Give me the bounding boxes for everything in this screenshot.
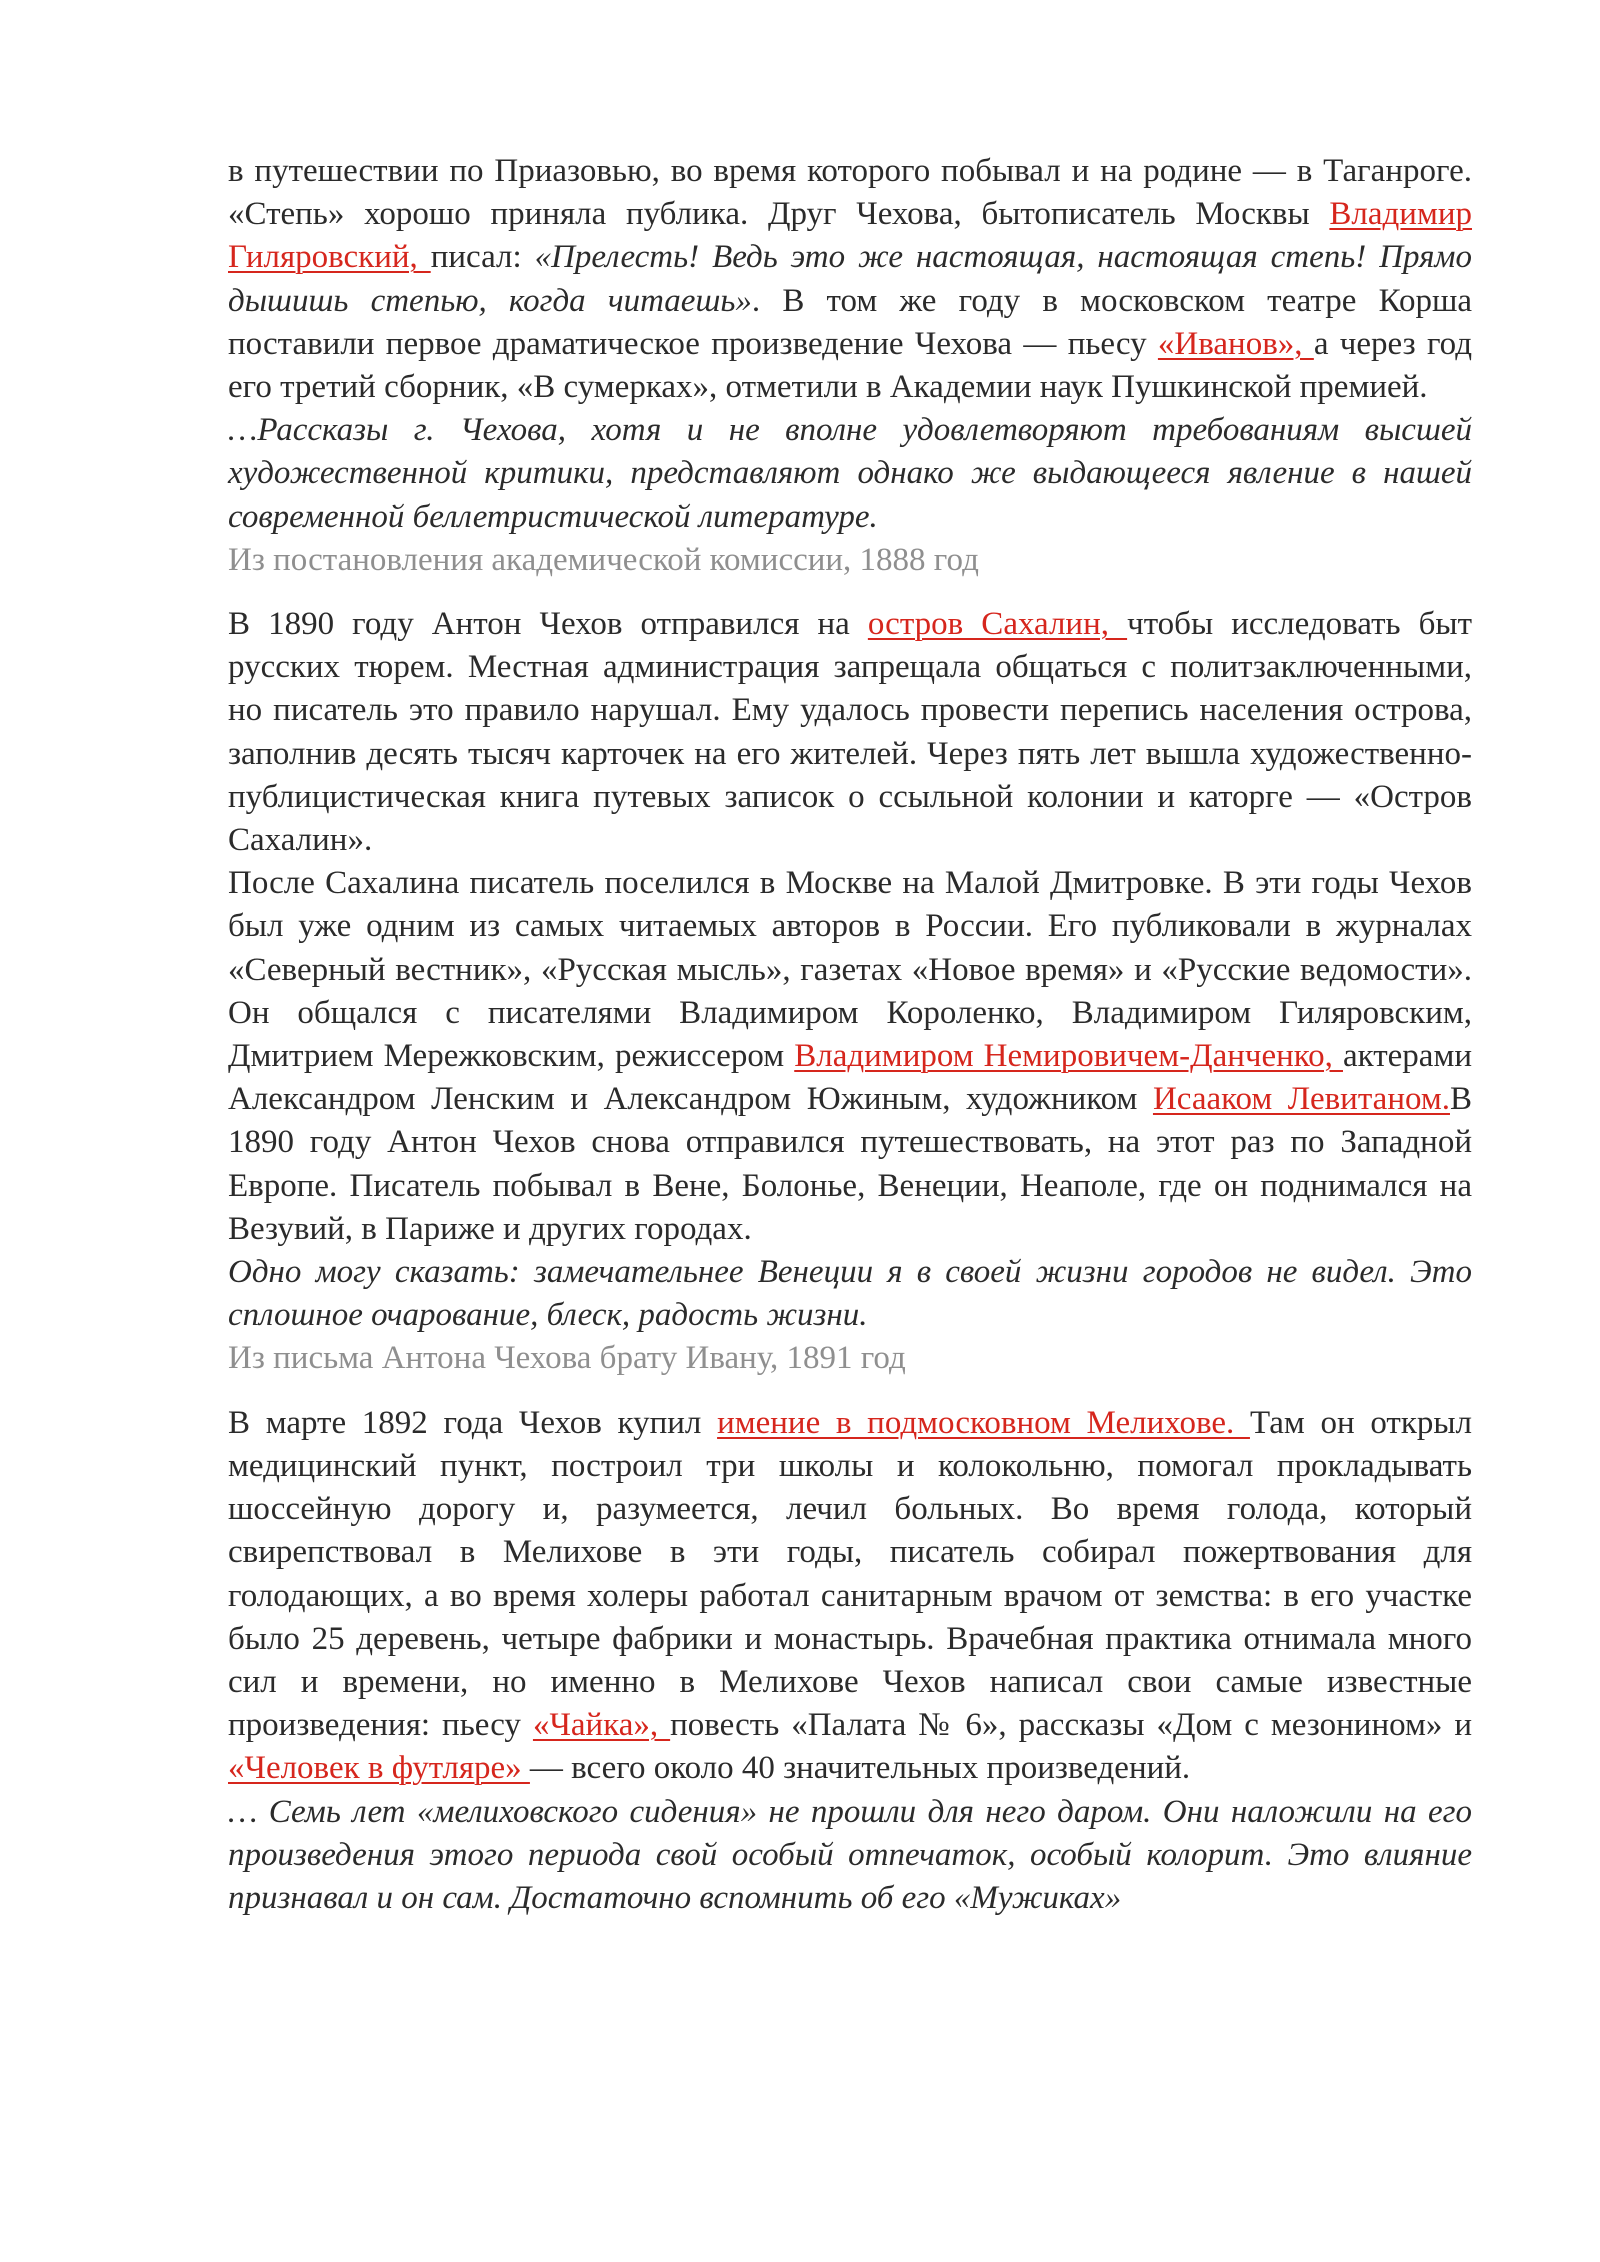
text-segment: чтобы исследовать быт русских тюрем. Местная администрация запрещала общаться с политзаключенными, но писатель это правило нарушал. Ему удалось провести перепись населения острова, заполнив десять тысяч карточек на его жителей. Через пять лет вышла художественно-публицистическая книга путевых записок о ссыльной колонии и каторге — «Остров Сахалин». <box>228 606 1473 859</box>
text-segment: — всего около 40 значительных произведений. <box>529 1750 1191 1787</box>
text-segment: В марте 1892 года Чехов купил <box>228 1404 718 1441</box>
text-segment: в путешествии по Приазовью, во время которого побывал и на родине — в Таганроге. «Степь» хорошо приняла публика. Друг Чехова, бытописатель Москвы <box>228 153 1472 233</box>
text-segment: Там он открыл медицинский пункт, построил три школы и колокольню, помогал прокладывать шоссейную дорогу и, разумеется, лечил больных. Во время голода, который свирепствовал в Мелихове в эти годы, писатель собирал пожертвования для голодающих, а во время холеры работал санитарным врачом от земства: в его участке было 25 деревень, четыре фабрики и монастырь. Врачебная практика отнимала много сил и времени, но именно в Мелихове Чехов написал свои самые известные произведения: пьесу <box>228 1404 1472 1744</box>
paragraph-melikhovo <box>228 1402 1472 1791</box>
paragraph-sakhalin <box>228 603 1472 862</box>
quote-academic-commission: …Рассказы г. Чехова, хотя и не вполне удовлетворяют требованиям высшей художественной критики, представляют однако же выдающееся явление в нашей современной беллетристической литературе. <box>228 412 1472 535</box>
quote-source-letter: Из письма Антона Чехова брату Ивану, 1891 год <box>228 1340 906 1377</box>
chayka-link[interactable]: «Чайка», <box>532 1707 671 1744</box>
quote-source-commission: Из постановления академической комиссии, 1888 год <box>228 541 979 578</box>
sakhalin-link[interactable]: остров Сахалин, <box>867 606 1128 643</box>
nemirovich-danchenko-link[interactable]: Владимиром Немировичем-Данченко, <box>794 1038 1343 1075</box>
text-segment: повесть «Палата № 6», рассказы «Дом с мезонином» и <box>670 1707 1473 1744</box>
paragraph-moscow <box>228 862 1472 1251</box>
ivanov-link[interactable]: «Иванов», <box>1157 325 1314 362</box>
melikhovo-link[interactable]: имение в подмосковном Мелихове. <box>717 1404 1250 1441</box>
paragraph-steppe <box>228 150 1472 409</box>
inline-quote: «Прелесть! Ведь это же настоящая, настоящая степь! Прямо дышишь степью, когда читаешь» <box>228 239 1472 319</box>
document-page <box>228 150 1472 1920</box>
text-segment: В 1890 году Антон Чехов снова отправился путешествовать, на этот раз по Западной Европе. Писатель побывал в Вене, Болонье, Венеции, Неаполе, где он поднимался на Везувий, в Париже и других городах. <box>228 1081 1472 1247</box>
chelovek-v-futlyare-link[interactable]: «Человек в футляре» <box>228 1750 530 1787</box>
text-segment: . В том же году в московском театре Корша поставили первое драматическое произведение Чехова — пьесу <box>228 282 1472 362</box>
text-segment: После Сахалина писатель поселился в Москве на Малой Дмитровке. В эти годы Чехов был уже одним из самых читаемых авторов в России. Его публиковали в журналах «Северный вестник», «Русская мысль», газетах «Новое время» и «Русские ведомости». Он общался с писателями Владимиром Короленко, Владимиром Гиляровским, Дмитрием Мережковским, режиссером <box>228 865 1472 1075</box>
text-segment: писал: <box>430 239 535 276</box>
quote-melikhovo-sitting: … Семь лет «мелиховского сидения» не прошли для него даром. Они наложили на его произведения этого периода свой особый отпечаток, особый колорит. Это влияние признавал и он сам. Достаточно вспомнить об его «Мужиках» <box>228 1793 1472 1916</box>
text-segment: В 1890 году Антон Чехов отправился на <box>228 606 868 643</box>
text-segment: актерами Александром Ленским и Александром Южиным, художником <box>228 1038 1472 1118</box>
quote-venice: Одно могу сказать: замечательнее Венеции я в своей жизни городов не видел. Это сплошное очарование, блеск, радость жизни. <box>228 1254 1472 1334</box>
vladimir-gilyarovsky-link[interactable]: Владимир Гиляровский, <box>228 196 1472 276</box>
levitan-link[interactable]: Исааком Левитаном. <box>1152 1081 1450 1118</box>
text-segment: а через год его третий сборник, «В сумерках», отметили в Академии наук Пушкинской премией. <box>228 325 1472 406</box>
